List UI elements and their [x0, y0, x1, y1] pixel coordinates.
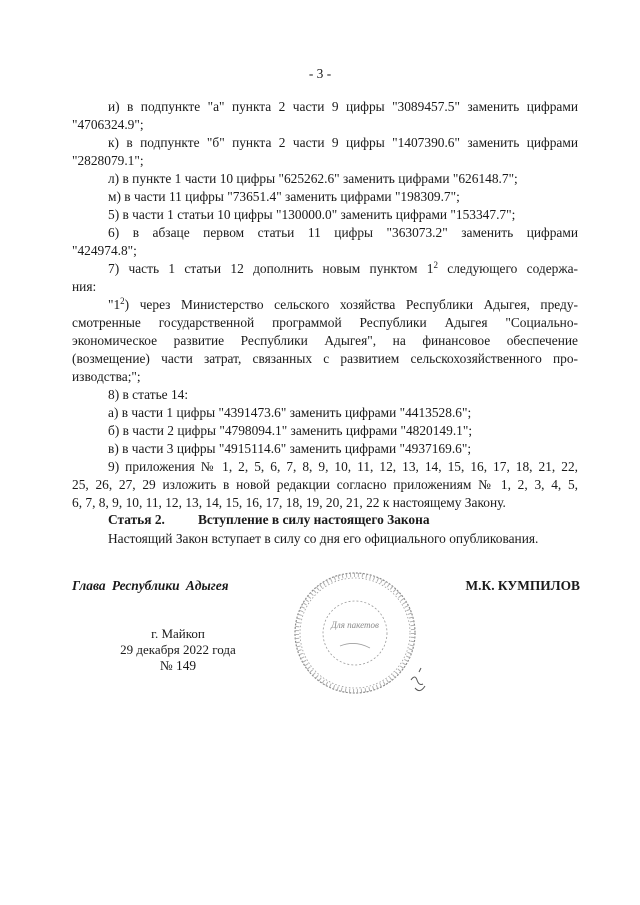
text-line: в) в части 3 цифры "4915114.6" заменить цифрами "4937169.6"; [108, 441, 472, 456]
text-line: 9) приложения № 1, 2, 5, 6, 7, 8, 9, 10, 11, 12, 13, 14, 15, 16, 17, 18, 21, 22, [108, 459, 578, 474]
signatory-name: М.К. КУМПИЛОВ [465, 578, 580, 593]
article-text: Настоящий Закон вступает в силу со дня его официального опубликования. [108, 531, 539, 546]
text-line: 6) в абзаце первом статьи 11 цифры "363073.2" заменить цифрами [108, 225, 578, 240]
text-line: изводства;"; [72, 369, 141, 384]
issuance-date: 29 декабря 2022 года [120, 642, 236, 657]
text-line [108, 260, 578, 278]
signature-mark [405, 660, 435, 700]
article-heading [108, 512, 430, 528]
official-stamp [290, 568, 420, 698]
text-segment: "1 [108, 297, 121, 312]
text-line: 5) в части 1 статьи 10 цифры "130000.0" заменить цифрами "153347.7"; [108, 207, 516, 222]
page-number: - 3 - [308, 66, 332, 81]
text-line: и) в подпункте "а" пункта 2 части 9 цифры "3089457.5" заменить цифрами [108, 99, 578, 114]
text-line: к) в подпункте "б" пункта 2 части 9 цифры "1407390.6" заменить цифрами [108, 135, 578, 150]
superscript: 2 [433, 260, 438, 270]
text-line: "424974.8"; [72, 243, 137, 258]
superscript: 2 [120, 296, 125, 306]
issuance-city: г. Майкоп [151, 626, 205, 641]
text-line: л) в пункте 1 части 10 цифры "625262.6" заменить цифрами "626148.7"; [108, 171, 518, 186]
text-line: 8) в статье 14: [108, 387, 189, 402]
text-line: "4706324.9"; [72, 117, 144, 132]
article-title: Вступление в силу настоящего Закона [198, 512, 430, 527]
text-line: м) в части 11 цифры "73651.4" заменить цифрами "198309.7"; [108, 189, 460, 204]
text-line: смотренные государственной программой Республики Адыгея "Социально- [72, 315, 578, 330]
text-segment: следующего содержа- [437, 261, 578, 276]
stamp-center-text: Для пакетов [331, 620, 379, 630]
text-line [108, 296, 578, 314]
text-line: б) в части 2 цифры "4798094.1" заменить цифрами "4820149.1"; [108, 423, 473, 438]
text-segment: 7) часть 1 статьи 12 дополнить новым пунктом 1 [108, 261, 434, 276]
signatory-position: Глава Республики Адыгея [72, 578, 229, 593]
text-line: 25, 26, 27, 29 изложить в новой редакции согласно приложениям № 1, 2, 3, 4, 5, [72, 477, 578, 492]
text-line: ния: [72, 279, 97, 294]
text-line: а) в части 1 цифры "4391473.6" заменить цифрами "4413528.6"; [108, 405, 472, 420]
text-line: "2828079.1"; [72, 153, 144, 168]
text-line: 6, 7, 8, 9, 10, 11, 12, 13, 14, 15, 16, 17, 18, 19, 20, 21, 22 к настоящему Закону. [72, 495, 506, 510]
text-segment: ) через Министерство сельского хозяйства Республики Адыгея, преду- [124, 297, 578, 312]
text-line: (возмещение) части затрат, связанных с развитием сельскохозяйственного про- [72, 351, 578, 366]
article-number: Статья 2. [108, 512, 165, 527]
text-line: экономическое развитие Республики Адыгея", на финансовое обеспечение [72, 333, 578, 348]
issuance-number: № 149 [159, 658, 197, 673]
